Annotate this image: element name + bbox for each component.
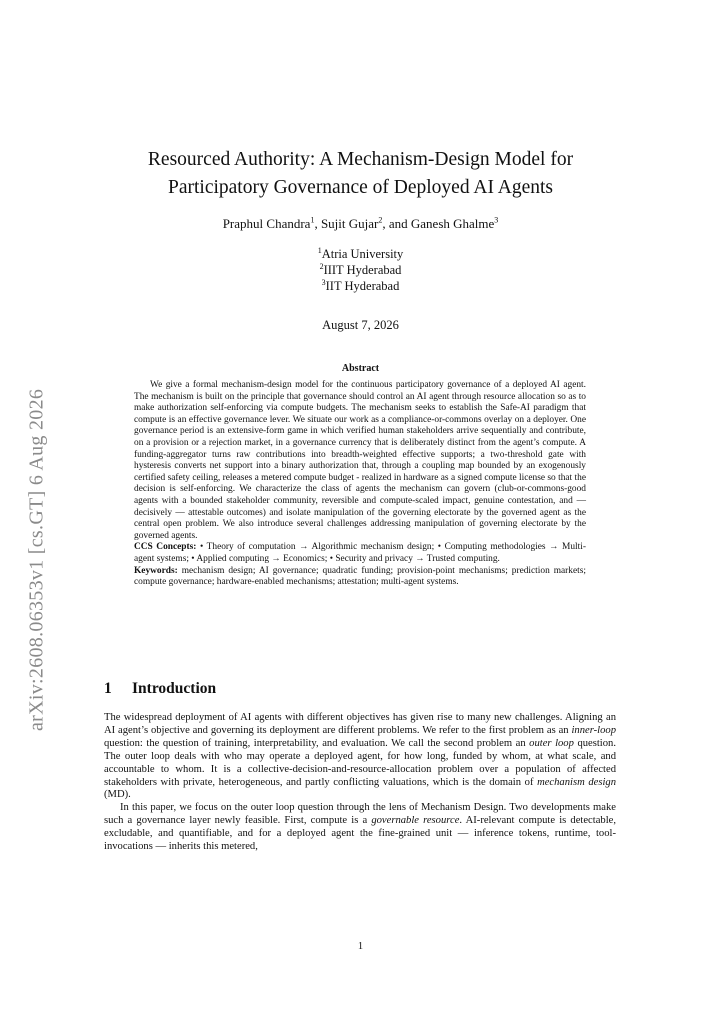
abstract-paragraph: We give a formal mechanism-design model for the continuous participatory governance of a deployed AI agent. The mechanism is built on the principle that governance should control an AI agent through resource allocation so as to make authorization self-enforcing via compute budgets. The mechanism seeks to establish the Safe-AI paradigm that compute is an effective governance lever. We situate our work as a compliance-or-commons overlay on a deployer. One governance period is an extensive-form game in which verified human stakeholders arrive sequentially and contribute, on a provision or a rejection market, in a governance currency that is deliberately distinct from the agent’s compute. A funding-aggregator turns raw contributions into breadth-weighted effective supports; a two-threshold gate with hysteresis converts net support into a binary authorization that, through a coupling map bounded by an exogenously certified safety ceiling, releases a metered compute budget - realized in hardware as a signed compute license so that the decision is self-enforcing. We characterize the class of agents the mechanism can govern (club-or-commons-good agents with a bounded stakeholder community, reversible and compute-scaled impact, genuine contestation, and — decisively — attestable outcomes) and isolate manipulation of the governing electorate by the governed agent as the central open problem. We also introduce several challenges addressing manipulation of governing electorate by the governed agents. — [134, 380, 586, 541]
author-name: Sujit Gujar — [320, 216, 379, 231]
emphasis: governable resource — [371, 815, 460, 827]
author-list — [100, 216, 621, 232]
affiliation — [100, 262, 621, 278]
author-name: Ganesh Ghalme — [410, 216, 495, 231]
keywords — [134, 566, 586, 589]
author-separator: , — [314, 216, 321, 231]
section-number: 1 — [104, 680, 112, 697]
keywords-label: Keywords: — [134, 565, 178, 576]
affiliation-name: IIIT Hyderabad — [323, 263, 402, 277]
body-text-run: question. The outer loop deals with who may operate a deployed agent, for how long, funded by whom, at what scale, and accountable to whom. It is a collective-decision-and-resource-allocation problem over a population of affected stakeholders with private, heterogeneous, and partly conflicting valuations, which is the domain of — [104, 737, 616, 788]
page-number: 1 — [357, 941, 364, 952]
arxiv-identifier-stamp: arXiv:2608.06353v1 [cs.GT] 6 Aug 2026 — [25, 388, 48, 732]
author-separator: , and — [382, 216, 411, 231]
body-text-run: . AI-relevant compute is detectable, excludable, and quantifiable, and for a deployed agent the fine-grained unit — inference tokens, runtime, tool-invocations — inherits this metered, — [104, 815, 616, 853]
affiliation-name: IIT Hyderabad — [325, 279, 400, 293]
author-affiliation-mark: 2 — [378, 215, 383, 225]
body-paragraph — [104, 802, 616, 854]
abstract-heading: Abstract — [341, 363, 380, 374]
paper-title — [100, 146, 621, 202]
section-heading — [104, 680, 216, 698]
body-text-run: In this paper, we focus on the outer loop question through the lens of Mechanism Design. Two developments make such a governance layer newly feasible. First, compute is a — [104, 802, 616, 827]
emphasis: mechanism design — [537, 776, 616, 788]
affiliation-mark: 1 — [317, 245, 322, 255]
affiliation — [100, 278, 621, 294]
publication-date: August 7, 2026 — [322, 318, 399, 332]
abstract-body — [134, 380, 586, 589]
emphasis: outer loop — [529, 737, 574, 749]
affiliation-mark: 2 — [319, 261, 324, 271]
keywords-text: mechanism design; AI governance; quadratic funding; provision-point mechanisms; prediction markets; compute governance; hardware-enabled mechanisms; attestation; multi-agent systems. — [134, 565, 587, 588]
ccs-concepts-label: CCS Concepts: — [134, 542, 197, 553]
body-text-run: (MD). — [104, 789, 131, 801]
paper-title-line-1: Resourced Authority: A Mechanism-Design Model for — [147, 149, 574, 170]
paper-title-line-2: Participatory Governance of Deployed AI Agents — [167, 177, 553, 198]
body-text-run: question: the question of training, interpretability, and evaluation. We call the second problem an — [104, 737, 530, 749]
emphasis: inner-loop — [571, 724, 616, 736]
body-paragraph — [104, 712, 616, 802]
section-title: Introduction — [132, 680, 217, 697]
body-text-run: The widespread deployment of AI agents with different objectives has given rise to many new challenges. Aligning an AI agent’s objective and governing its deployment are different problems. We refer to the first problem as an — [104, 712, 616, 736]
affiliation-name: Atria University — [321, 247, 404, 261]
author-name: Praphul Chandra — [222, 216, 311, 231]
affiliation — [100, 246, 621, 262]
affiliation-mark: 3 — [321, 277, 326, 287]
author-affiliation-mark: 1 — [310, 215, 315, 225]
affiliation-list — [100, 246, 621, 294]
ccs-concepts-text: • Theory of computation → Algorithmic mechanism design; • Computing methodologies → Multi-agent systems; • Applied computing → Economics; • Security and privacy → Trusted computing. — [134, 542, 586, 564]
ccs-concepts — [134, 542, 586, 565]
author-affiliation-mark: 3 — [494, 215, 499, 225]
introduction-body — [104, 712, 616, 854]
